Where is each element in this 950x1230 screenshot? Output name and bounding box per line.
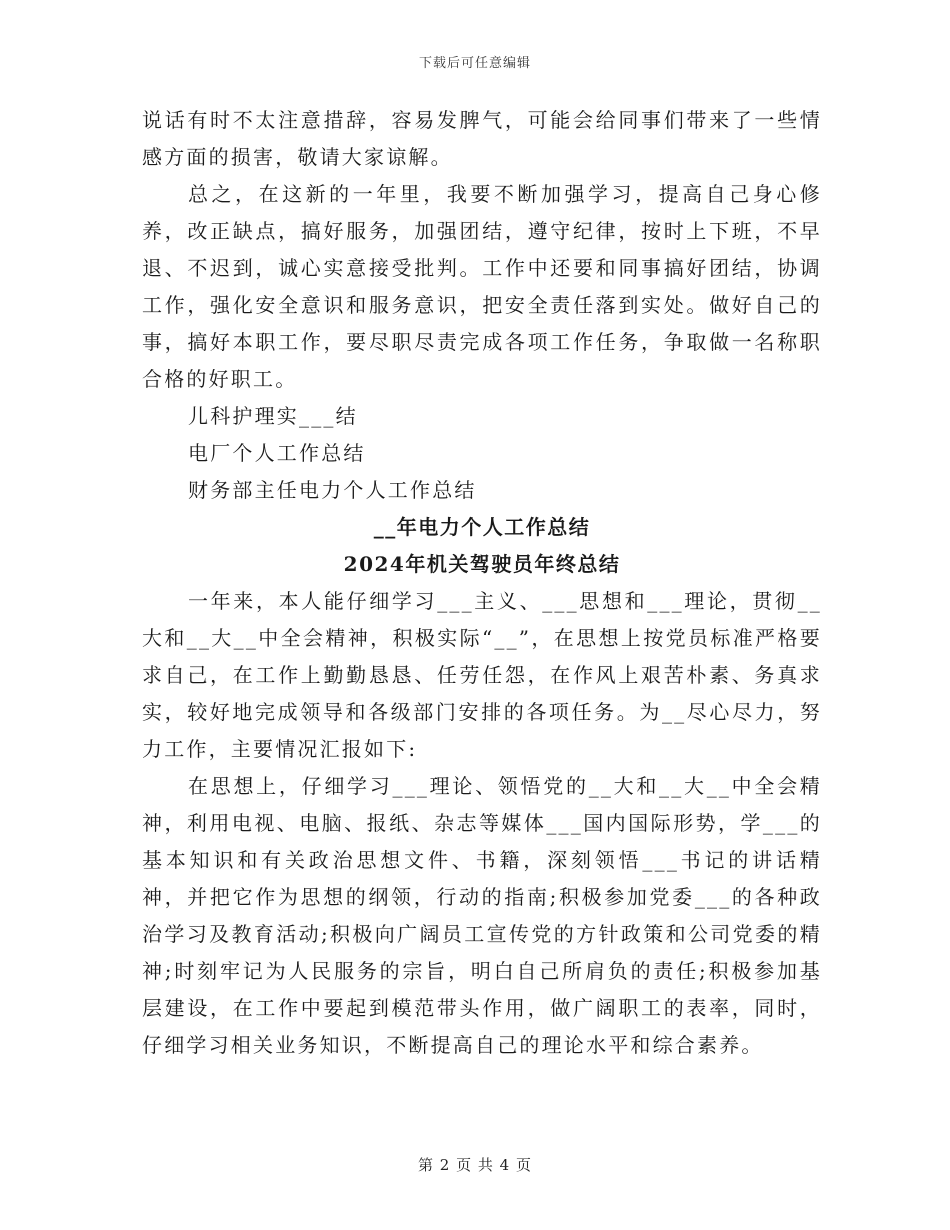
related-link-finance-director[interactable]: 财务部主任电力个人工作总结 (188, 478, 477, 502)
paragraph-summary: 总之，在这新的一年里，我要不断加强学习，提高自己身心修养，改正缺点，搞好服务，加强团结，遵守纪律，按时上下班，不早退、不迟到，诚心实意接受批判。工作中还要和同事搞好团结，协调工作，强化安全意识和服务意识，把安全责任落到实处。做好自己的事，搞好本职工作，要尽职尽责完成各项工作任务，争取做一名称职合格的好职工。 (142, 182, 822, 391)
related-link-power-plant[interactable]: 电厂个人工作总结 (188, 441, 366, 465)
document-body (142, 102, 822, 1064)
page-footer: 第 2 页 共 4 页 (418, 1156, 532, 1174)
section-title-electric: __年电力个人工作总结 (373, 515, 591, 539)
related-link-pediatric-nursing[interactable]: 儿科护理实___结 (188, 404, 358, 428)
paragraph-ideology: 在思想上，仔细学习___理论、领悟党的__大和__大__中全会精神，利用电视、电脑、报纸、杂志等媒体___国内国际形势，学___的基本知识和有关政治思想文件、书籍，深刻领悟___书记的讲话精神，并把它作为思想的纲领，行动的指南;积极参加党委___的各种政治学习及教育活动;积极向广阔员工宣传党的方针政策和公司党委的精神;时刻牢记为人民服务的宗旨，明白自己所肩负的责任;积极参加基层建设，在工作中要起到模范带头作用，做广阔职工的表率，同时，仔细学习相关业务知识，不断提高自己的理论水平和综合素养。 (142, 774, 822, 1057)
page-header: 下载后可任意编辑 (418, 56, 531, 71)
section-title-driver: 2024年机关驾驶员年终总结 (343, 552, 621, 576)
paragraph-overview: 一年来，本人能仔细学习___主义、___思想和___理论，贯彻__大和__大__中全会精神，积极实际“__”，在思想上按党员标准严格要求自己，在工作上勤勤恳恳、任劳任怨，在作风上艰苦朴素、务真求实，较好地完成领导和各级部门安排的各项任务。为__尽心尽力，努力工作，主要情况汇报如下: (142, 589, 822, 761)
paragraph-apology: 说话有时不太注意措辞，容易发脾气，可能会给同事们带来了一些情感方面的损害，敬请大家谅解。 (142, 108, 822, 169)
